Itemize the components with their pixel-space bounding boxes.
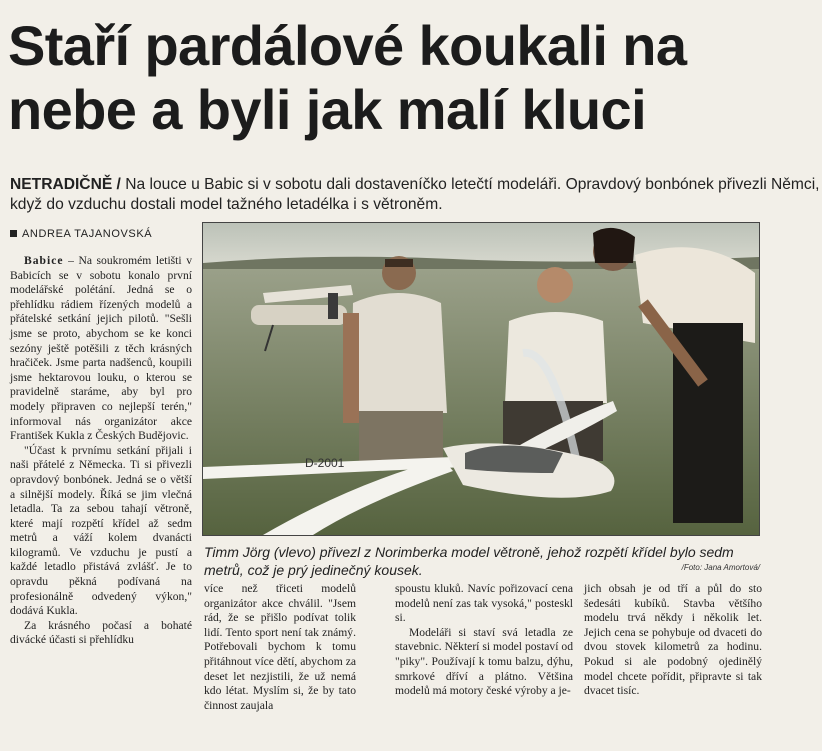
photo-caption: Timm Jörg (vlevo) přivezl z Norimberka model větroně, jehož rozpětí křídel bylo sedm metrů, což je prý jedinečný kousek. [204,544,734,578]
column-2 [204,582,356,713]
page-edge [822,0,834,751]
col1-paragraph-1-text: – Na soukromém letišti v Babicích se v sobotu konalo první modelářské polétání. Jedná se o přehlídku rádiem řízených modelů a přátelské setkání jejich pilotů. "Sešli jsme se proto, abychom se ke konci sezóny ještě potěšili z těch krásných hračiček. Jsme parta nadšenců, koupili jsme hektarovou louku, o kterou se pravidelně staráme, aby byl pro modely připraven co nejlepší terén," informoval nás organizátor akce František Kukla z Českých Budějovic. [10,254,192,443]
col2-paragraph: více než třiceti modelů organizátor akce chválil. "Jsem rád, že se přišlo podívat tolik lidí. Tento sport není tak známý. Potřebovali bychom k tomu přitáhnout více dětí, abychom za deset let nezjistili, že už nemá kdo létat. Myslím si, že by tato činnost zaujala [204,582,356,712]
col1-paragraph-3: Za krásného počasí a bohaté divácké účasti si přehlídku [10,618,192,647]
byline [10,228,152,240]
byline-square-icon [10,230,17,237]
col3-paragraph-1: spoustu kluků. Navíc pořizovací cena modelů není zas tak vysoká," posteskl si. [395,582,573,625]
column-1 [10,254,192,648]
article-photo [202,222,760,536]
column-4 [584,582,762,699]
photo-illustration [203,223,759,535]
headline-line-2: nebe a byli jak malí kluci [8,78,647,141]
lead-text: Na louce u Babic si v sobotu dali dostaveníčko letečtí modeláři. Opravdový bonbónek přivezli Němci, když do vzduchu dostali model tažného letadélka i s větroněm. [10,176,820,213]
dateline-place: Babice [24,254,64,267]
article-headline [8,14,820,142]
byline-author: ANDREA TAJANOVSKÁ [22,228,153,240]
col4-paragraph: jich obsah je od tří a půl do sto šedesáti kubíků. Stavba většího modelu trvá někdy i několik let. Jejich cena se pohybuje od dvaceti do dvou stovek kilometrů za hodinu. Pokud si ale podobný ojedinělý model chcete pořídit, připravte si tak dvacet tisíc. [584,582,762,698]
col1-paragraph-2: "Účast k prvnímu setkání přijali i naši přátelé z Německa. Ti si přivezli opravdový bonbónek. Jedná se o větší a silnější modely. Říká se jim vlečná letadla. Ta za sebou tahají větroně, které mají rozpětí křídel až sedm metrů a váží kolem dvanácti kilogramů. Ve vzduchu je pustí a každé letadlo přistává zvlášť. Je to opravdu pěkná podívaná na profesionálně odvedený výkon," dodává Kukla. [10,443,192,618]
photo-credit: /Foto: Jana Amortová/ [681,563,760,572]
col1-paragraph-1 [10,254,192,444]
lead-tag: NETRADIČNĚ / [10,176,121,193]
headline-line-1: Staří pardálové koukali na [8,14,687,77]
article-lead [10,175,820,215]
col3-paragraph-2: Modeláři si staví svá letadla ze stavebnic. Některí si model postaví od "piky". Používají k tomu balzu, dýhu, smrkové dříví a plátno. Většina modelů má motory české výroby a je- [395,625,573,698]
column-3 [395,582,573,699]
glider-marking: D-2001 [305,456,345,470]
